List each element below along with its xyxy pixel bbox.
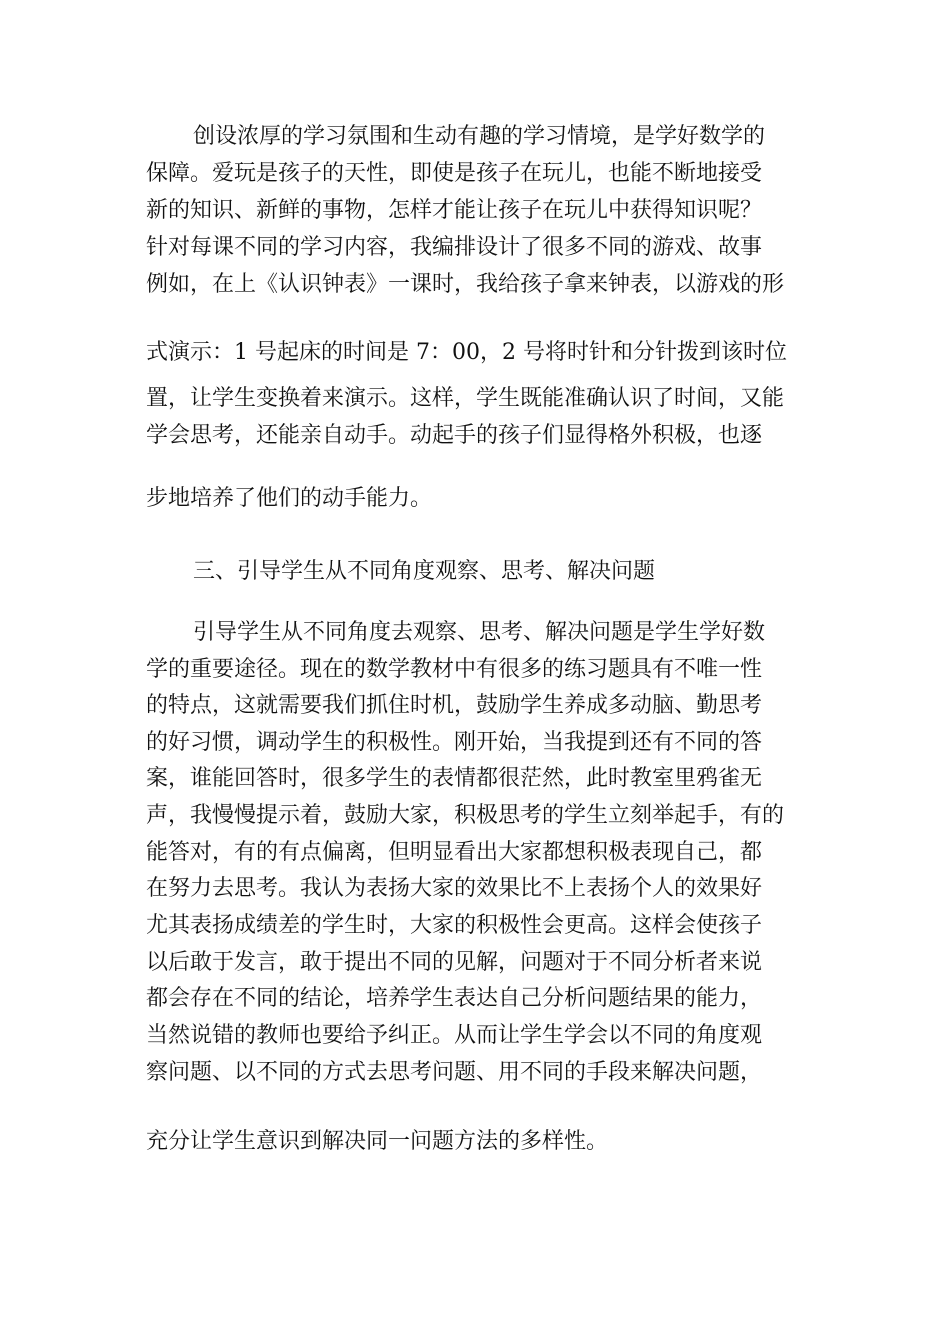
text-line: 新的知识、新鲜的事物，怎样才能让孩子在玩儿中获得知识呢？ (146, 198, 763, 223)
text-line: 当然说错的教师也要给予纠正。从而让学生学会以不同的角度观 (146, 1023, 763, 1048)
text-line: 置，让学生变换着来演示。这样，学生既能准确认识了时间，又能 (146, 386, 785, 411)
text-line: 引导学生从不同角度去观察、思考、解决问题是学生学好数 (193, 620, 766, 645)
text-line: 声，我慢慢提示着，鼓励大家，积极思考的学生立刻举起手，有的 (146, 803, 785, 828)
text-line: 以后敢于发言，敢于提出不同的见解，问题对于不同分析者来说 (146, 950, 763, 975)
text-line: 学的重要途径。现在的数学教材中有很多的练习题具有不唯一性 (146, 657, 763, 682)
text-line: 察问题、以不同的方式去思考问题、用不同的手段来解决问题， (146, 1060, 763, 1085)
text-line: 保障。爱玩是孩子的天性，即使是孩子在玩儿，也能不断地接受 (146, 161, 763, 186)
text-line: 充分让学生意识到解决同一问题方法的多样性。 (146, 1129, 609, 1154)
text-line: 的好习惯，调动学生的积极性。刚开始，当我提到还有不同的答 (146, 730, 763, 755)
text-line: 案，谁能回答时，很多学生的表情都很茫然，此时教室里鸦雀无 (146, 766, 763, 791)
text-line: 例如，在上《认识钟表》一课时，我给孩子拿来钟表，以游戏的形 (146, 272, 785, 297)
text-line: 的特点，这就需要我们抓住时机，鼓励学生养成多动脑、勤思考 (146, 693, 763, 718)
text-line: 式演示：1 号起床的时间是 7：00，2 号将时针和分针拨到该时位 (146, 340, 787, 365)
text-line: 在努力去思考。我认为表扬大家的效果比不上表扬个人的效果好 (146, 876, 763, 901)
text-line: 都会存在不同的结论，培养学生表达自己分析问题结果的能力， (146, 986, 763, 1011)
text-line: 学会思考，还能亲自动手。动起手的孩子们显得格外积极，也逐 (146, 423, 763, 448)
text-line: 步地培养了他们的动手能力。 (146, 486, 433, 511)
section-heading: 三、引导学生从不同角度观察、思考、解决问题 (193, 559, 656, 584)
text-line: 能答对，有的有点偏离，但明显看出大家都想积极表现自己，都 (146, 840, 763, 865)
text-line: 创设浓厚的学习氛围和生动有趣的学习情境，是学好数学的 (193, 124, 766, 149)
text-line: 针对每课不同的学习内容，我编排设计了很多不同的游戏、故事 (146, 235, 763, 260)
text-line: 尤其表扬成绩差的学生时，大家的积极性会更高。这样会使孩子 (146, 913, 763, 938)
